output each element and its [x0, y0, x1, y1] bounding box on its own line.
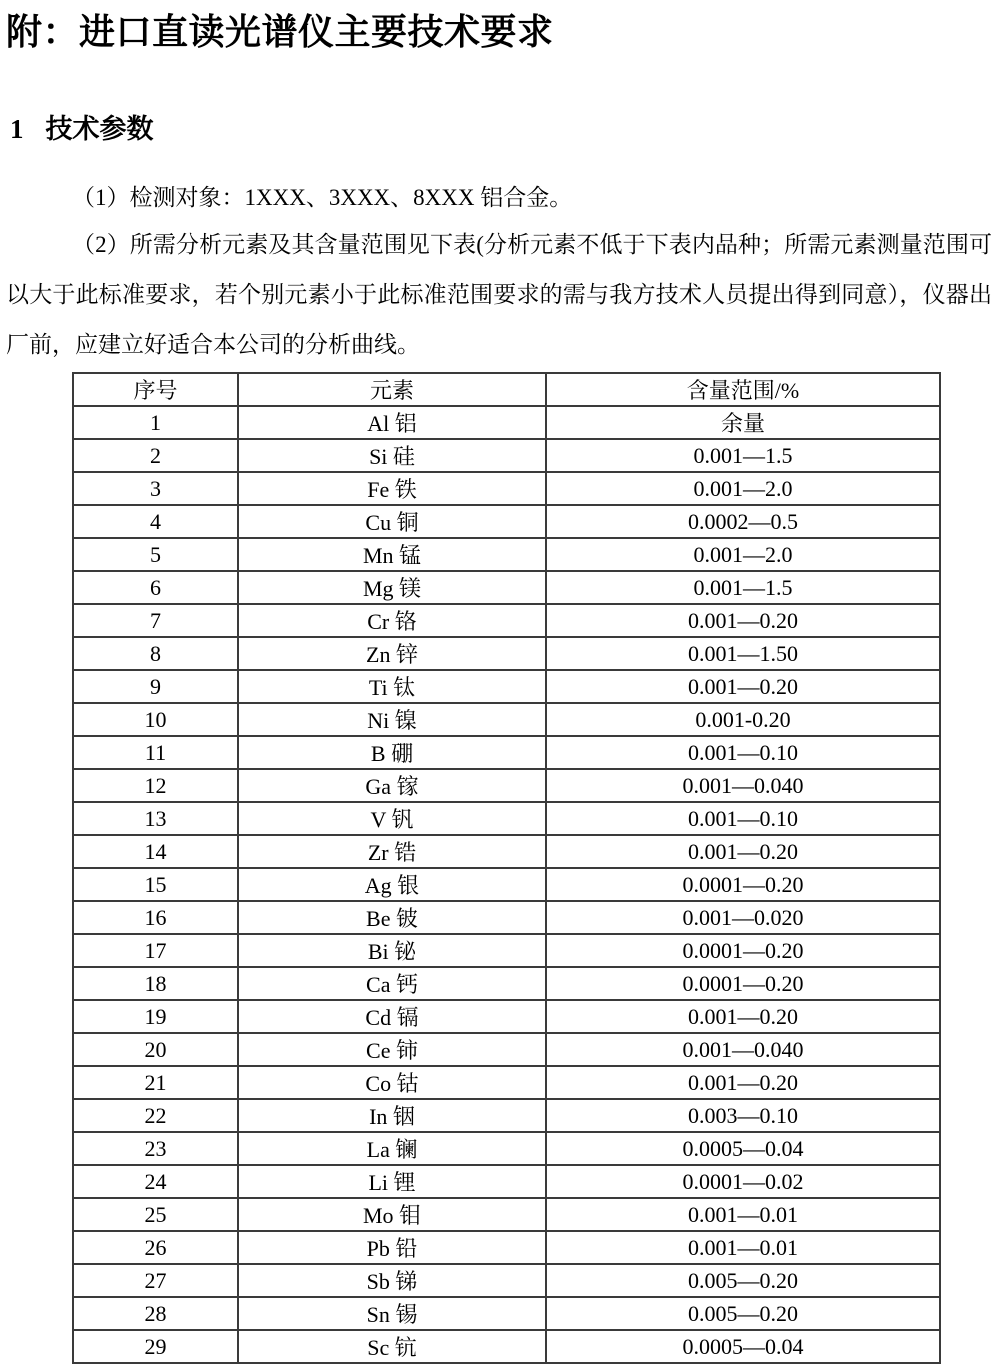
table-row	[73, 1264, 940, 1297]
cell-range: 0.001—2.0	[546, 538, 940, 571]
cell-element: Ti 钛	[238, 670, 546, 703]
cell-index: 6	[73, 571, 238, 604]
cell-range: 0.001—0.10	[546, 802, 940, 835]
cell-index: 15	[73, 868, 238, 901]
cell-element: Pb 铅	[238, 1231, 546, 1264]
table-row	[73, 1231, 940, 1264]
cell-range: 0.001—0.20	[546, 835, 940, 868]
cell-range: 0.001—1.50	[546, 637, 940, 670]
table-row	[73, 934, 940, 967]
table-row	[73, 1198, 940, 1231]
cell-element: V 钒	[238, 802, 546, 835]
table-row	[73, 1297, 940, 1330]
cell-range: 0.001-0.20	[546, 703, 940, 736]
cell-range: 0.005—0.20	[546, 1264, 940, 1297]
table-row	[73, 1330, 940, 1363]
cell-range: 0.0001—0.02	[546, 1165, 940, 1198]
cell-range: 0.001—1.5	[546, 439, 940, 472]
paragraph-element-ranges: （2）所需分析元素及其含量范围见下表(分析元素不低于下表内品种；所需元素测量范围可以大于此标准要求，若个别元素小于此标准范围要求的需与我方技术人员提出得到同意），仪器出厂前，应建立好适合本公司的分析曲线。	[6, 232, 992, 357]
cell-range: 0.003—0.10	[546, 1099, 940, 1132]
cell-range: 0.0002—0.5	[546, 505, 940, 538]
cell-range: 0.001—0.020	[546, 901, 940, 934]
section-heading	[10, 114, 992, 144]
cell-range: 0.001—2.0	[546, 472, 940, 505]
cell-range: 0.0005—0.04	[546, 1330, 940, 1363]
cell-index: 14	[73, 835, 238, 868]
cell-index: 17	[73, 934, 238, 967]
cell-element: Fe 铁	[238, 472, 546, 505]
table-row	[73, 835, 940, 868]
cell-range: 0.0001—0.20	[546, 967, 940, 1000]
table-row	[73, 769, 940, 802]
cell-index: 20	[73, 1033, 238, 1066]
cell-index: 4	[73, 505, 238, 538]
cell-index: 10	[73, 703, 238, 736]
table-row	[73, 406, 940, 439]
cell-element: Sn 锡	[238, 1297, 546, 1330]
table-row	[73, 967, 940, 1000]
cell-index: 1	[73, 406, 238, 439]
cell-range: 0.0001—0.20	[546, 934, 940, 967]
cell-element: Si 硅	[238, 439, 546, 472]
cell-element: Zr 锆	[238, 835, 546, 868]
cell-index: 16	[73, 901, 238, 934]
cell-index: 26	[73, 1231, 238, 1264]
page-title: 附：进口直读光谱仪主要技术要求	[6, 12, 554, 52]
table-row	[73, 1132, 940, 1165]
cell-index: 28	[73, 1297, 238, 1330]
cell-element: Mo 钼	[238, 1198, 546, 1231]
cell-element: Cd 镉	[238, 1000, 546, 1033]
cell-range: 0.0005—0.04	[546, 1132, 940, 1165]
cell-index: 8	[73, 637, 238, 670]
cell-index: 11	[73, 736, 238, 769]
cell-index: 3	[73, 472, 238, 505]
cell-index: 13	[73, 802, 238, 835]
table-header-row	[73, 373, 940, 406]
table-row	[73, 1033, 940, 1066]
table-row	[73, 703, 940, 736]
cell-range: 余量	[546, 406, 940, 439]
cell-element: Ca 钙	[238, 967, 546, 1000]
cell-range: 0.001—0.10	[546, 736, 940, 769]
cell-range: 0.001—0.20	[546, 1000, 940, 1033]
cell-index: 5	[73, 538, 238, 571]
cell-element: Ga 镓	[238, 769, 546, 802]
cell-element: Zn 锌	[238, 637, 546, 670]
table-row	[73, 571, 940, 604]
cell-range: 0.001—0.01	[546, 1231, 940, 1264]
cell-element: B 硼	[238, 736, 546, 769]
cell-element: Li 锂	[238, 1165, 546, 1198]
cell-index: 25	[73, 1198, 238, 1231]
table-row	[73, 604, 940, 637]
table-row	[73, 802, 940, 835]
cell-element: In 铟	[238, 1099, 546, 1132]
elements-table	[72, 372, 941, 1364]
cell-index: 7	[73, 604, 238, 637]
cell-index: 19	[73, 1000, 238, 1033]
elements-table-body	[73, 406, 940, 1363]
cell-index: 23	[73, 1132, 238, 1165]
cell-index: 18	[73, 967, 238, 1000]
table-row	[73, 439, 940, 472]
table-row	[73, 505, 940, 538]
cell-range: 0.001—0.20	[546, 604, 940, 637]
cell-range: 0.001—0.040	[546, 769, 940, 802]
header-cell-range: 含量范围/%	[546, 373, 940, 406]
cell-element: Mg 镁	[238, 571, 546, 604]
section-title: 技术参数	[45, 114, 154, 144]
table-row	[73, 538, 940, 571]
cell-element: Cu 铜	[238, 505, 546, 538]
cell-element: Be 铍	[238, 901, 546, 934]
table-row	[73, 1099, 940, 1132]
cell-index: 12	[73, 769, 238, 802]
cell-range: 0.005—0.20	[546, 1297, 940, 1330]
cell-index: 9	[73, 670, 238, 703]
cell-range: 0.001—0.20	[546, 1066, 940, 1099]
cell-index: 29	[73, 1330, 238, 1363]
table-row	[73, 670, 940, 703]
cell-range: 0.001—0.040	[546, 1033, 940, 1066]
header-cell-element: 元素	[238, 373, 546, 406]
cell-index: 21	[73, 1066, 238, 1099]
cell-element: Ni 镍	[238, 703, 546, 736]
table-row	[73, 472, 940, 505]
cell-range: 0.001—0.20	[546, 670, 940, 703]
table-row	[73, 736, 940, 769]
cell-element: La 镧	[238, 1132, 546, 1165]
header-cell-index: 序号	[73, 373, 238, 406]
cell-index: 24	[73, 1165, 238, 1198]
table-row	[73, 1066, 940, 1099]
cell-element: Bi 铋	[238, 934, 546, 967]
table-row	[73, 868, 940, 901]
table-row	[73, 1000, 940, 1033]
cell-range: 0.0001—0.20	[546, 868, 940, 901]
cell-element: Ag 银	[238, 868, 546, 901]
cell-range: 0.001—1.5	[546, 571, 940, 604]
section-number: 1	[10, 114, 24, 144]
cell-index: 27	[73, 1264, 238, 1297]
cell-element: Co 钴	[238, 1066, 546, 1099]
cell-element: Ce 铈	[238, 1033, 546, 1066]
cell-index: 2	[73, 439, 238, 472]
cell-index: 22	[73, 1099, 238, 1132]
table-row	[73, 1165, 940, 1198]
table-row	[73, 901, 940, 934]
cell-range: 0.001—0.01	[546, 1198, 940, 1231]
table-row	[73, 637, 940, 670]
cell-element: Cr 铬	[238, 604, 546, 637]
cell-element: Sc 钪	[238, 1330, 546, 1363]
cell-element: Al 铝	[238, 406, 546, 439]
paragraph-detection-targets: （1）检测对象：1XXX、3XXX、8XXX 铝合金。	[72, 185, 573, 210]
cell-element: Sb 锑	[238, 1264, 546, 1297]
cell-element: Mn 锰	[238, 538, 546, 571]
